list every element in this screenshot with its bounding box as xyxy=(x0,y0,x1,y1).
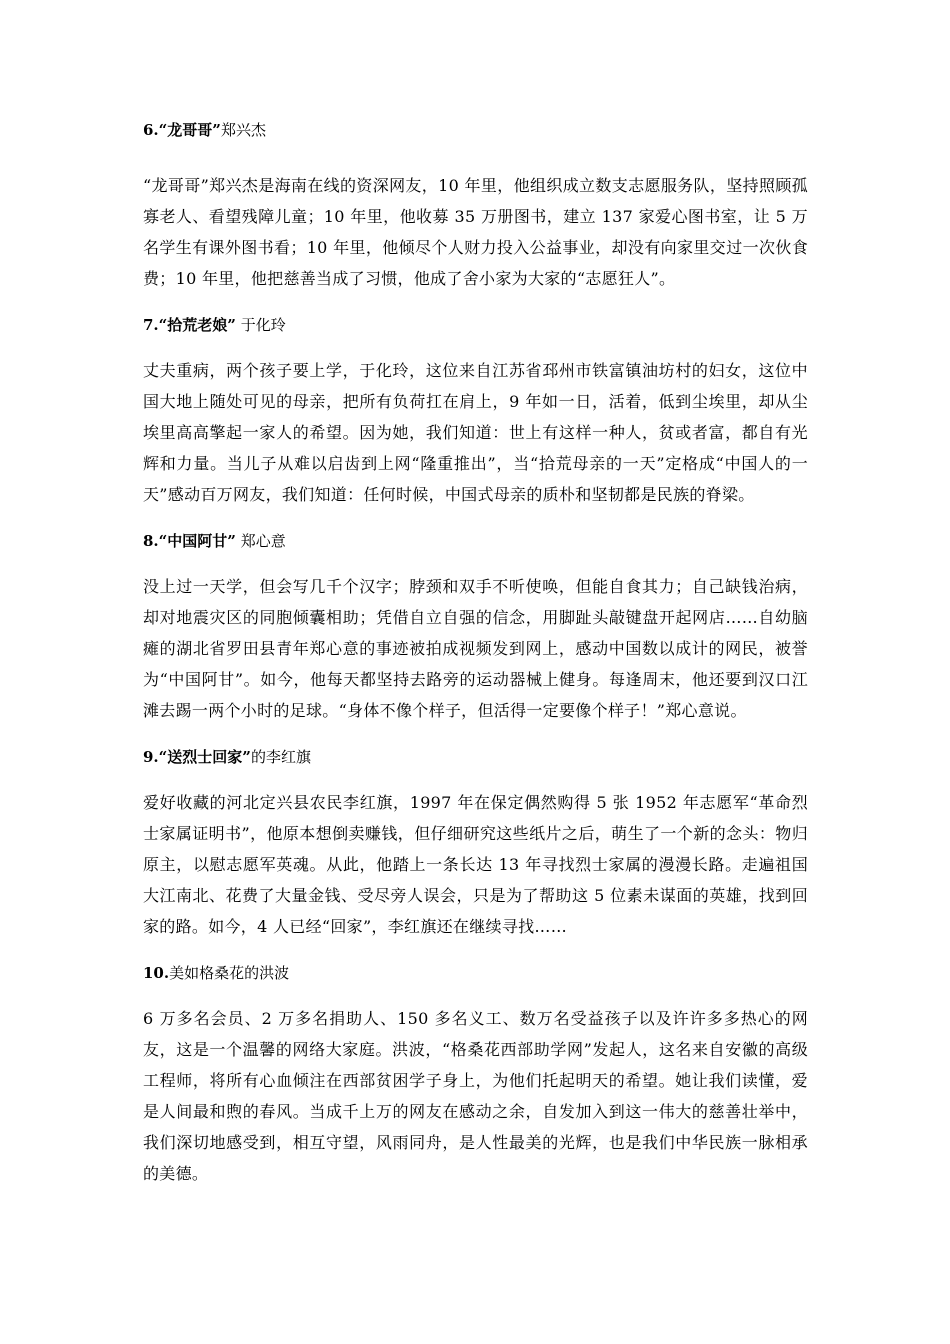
section-heading xyxy=(143,747,808,767)
section-number: 8. xyxy=(143,532,159,550)
section-title-name: 于化玲 xyxy=(235,316,286,334)
section-heading xyxy=(143,963,808,983)
section-title-quoted: “龙哥哥” xyxy=(158,121,221,139)
section-body: 爱好收藏的河北定兴县农民李红旗，1997 年在保定偶然购得 5 张 1952 年志愿军“革命烈士家属证明书”，他原本想倒卖赚钱，但仔细研究这些纸片之后，萌生了一个新的念头：物归原主，以慰志愿军英魂。从此，他踏上一条长达 13 年寻找烈士家属的漫漫长路。走遍祖国大江南北、花费了大量金钱、受尽旁人误会，只是为了帮助这 5 位素未谋面的英雄，找到回家的路。如今，4 人已经“回家”，李红旗还在继续寻找…… xyxy=(143,793,808,936)
section-body: 没上过一天学，但会写几千个汉字；脖颈和双手不听使唤，但能自食其力；自己缺钱治病，却对地震灾区的同胞倾囊相助；凭借自立自强的信念，用脚趾头敲键盘开起网店……自幼脑瘫的湖北省罗田县青年郑心意的事迹被拍成视频发到网上，感动中国数以成计的网民，被誉为“中国阿甘”。如今，他每天都坚持去路旁的运动器械上健身。每逢周末，他还要到汉口江滩去踢一两个小时的足球。“身体不像个样子，但活得一定要像个样子！”郑心意说。 xyxy=(143,577,808,720)
section-title-name: 美如格桑花的洪波 xyxy=(169,964,290,982)
section-heading xyxy=(143,315,808,335)
section-title-name: 郑心意 xyxy=(235,532,286,550)
section-body: “龙哥哥”郑兴杰是海南在线的资深网友，10 年里，他组织成立数支志愿服务队，坚持照顾孤寡老人、看望残障儿童；10 年里，他收募 35 万册图书，建立 137 家爱心图书室，让 5 万名学生有课外图书看；10 年里，他倾尽个人财力投入公益事业，却没有向家里交过一次伙食费；10 年里，他把慈善当成了习惯，他成了舍小家为大家的“志愿狂人”。 xyxy=(143,176,808,288)
section-body: 丈夫重病，两个孩子要上学，于化玲，这位来自江苏省邳州市铁富镇油坊村的妇女，这位中国大地上随处可见的母亲，把所有负荷扛在肩上，9 年如一日，活着，低到尘埃里，却从尘埃里高高擎起一家人的希望。因为她，我们知道：世上有这样一种人，贫或者富，都自有光辉和力量。当儿子从难以启齿到上网“隆重推出”，当“拾荒母亲的一天”定格成“中国人的一天”感动百万网友，我们知道：任何时候，中国式母亲的质朴和坚韧都是民族的脊梁。 xyxy=(143,361,808,504)
section-title-quoted: “送烈士回家” xyxy=(158,748,251,766)
section-body: 6 万多名会员、2 万多名捐助人、150 多名义工、数万名受益孩子以及许许多多热心的网友，这是一个温馨的网络大家庭。洪波，“格桑花西部助学网”发起人，这名来自安徽的高级工程师，将所有心血倾注在西部贫困学子身上，为他们托起明天的希望。她让我们读懂，爱是人间最和煦的春风。当成千上万的网友在感动之余，自发加入到这一伟大的慈善壮举中，我们深切地感受到，相互守望，风雨同舟，是人性最美的光辉，也是我们中华民族一脉相承的美德。 xyxy=(143,1009,808,1183)
section-heading xyxy=(143,531,808,551)
document-page xyxy=(143,110,808,1189)
section-number: 6. xyxy=(143,121,159,139)
section-title-quoted: “中国阿甘” xyxy=(158,532,236,550)
section-number: 7. xyxy=(143,316,159,334)
section-number: 9. xyxy=(143,748,159,766)
section-heading xyxy=(143,120,808,140)
section-title-quoted: “拾荒老娘” xyxy=(158,316,236,334)
section-number: 10. xyxy=(143,964,170,982)
section-title-name: 的李红旗 xyxy=(250,748,311,766)
section-title-name: 郑兴杰 xyxy=(220,121,266,139)
